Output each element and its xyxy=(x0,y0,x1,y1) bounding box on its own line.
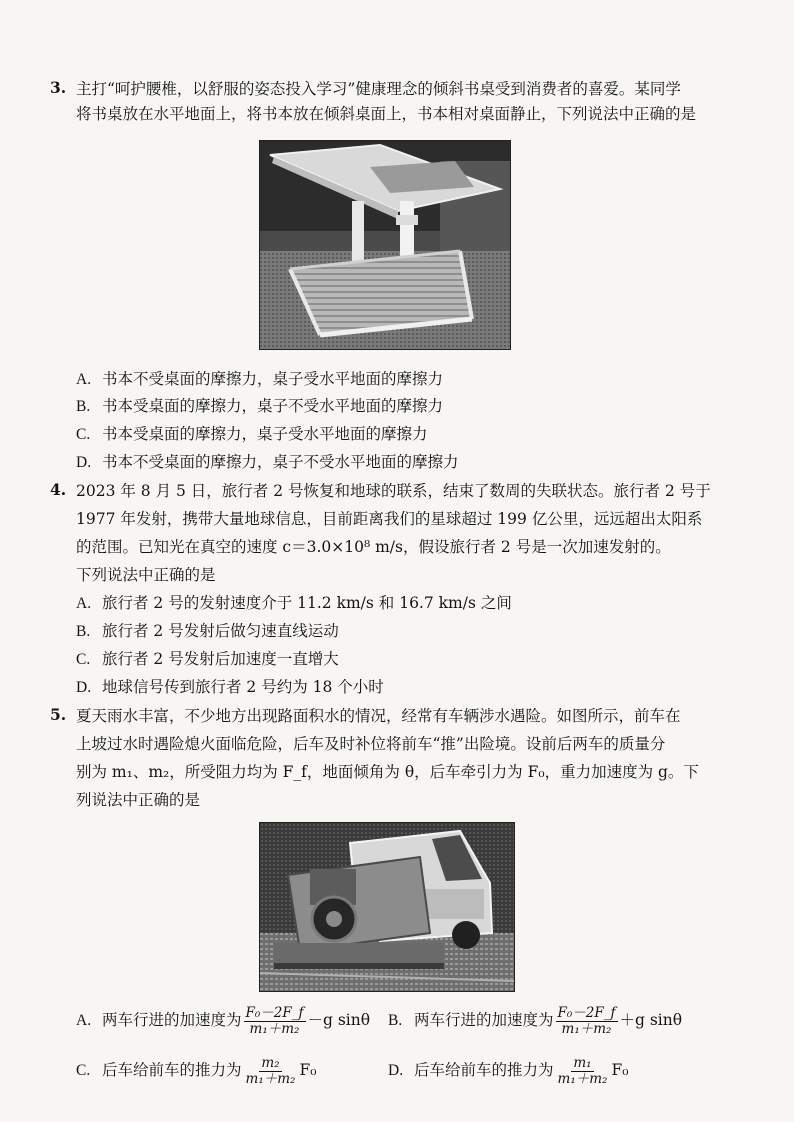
fraction-denominator: m₁＋m₂ xyxy=(249,1020,300,1037)
q5-option-c-suffix: F₀ xyxy=(299,1061,317,1079)
q3-option-d-label: D. xyxy=(76,454,92,471)
q4-option-b-label: B. xyxy=(76,623,91,640)
q5-option-d xyxy=(388,1050,628,1091)
q5-stem-line2: 上坡过水时遇险熄火面临危险，后车及时补位将前车“推”出险境。设前后两车的质量分 xyxy=(76,735,666,753)
two-cars-water-photo xyxy=(259,822,515,992)
fraction-numerator: F₀－2F_f xyxy=(557,1004,616,1021)
q5-option-a xyxy=(76,1000,370,1041)
q3-number: 3. xyxy=(50,78,67,97)
q5-option-a-suffix: －g sinθ xyxy=(307,1011,371,1029)
q4-option-c xyxy=(76,648,339,671)
q5-option-d-label: D. xyxy=(388,1062,404,1079)
q3-option-a-label: A. xyxy=(76,371,92,388)
fraction-numerator: m₁ xyxy=(573,1054,592,1071)
q4-option-d-label: D. xyxy=(76,679,92,696)
q3-option-b-text: 书本受桌面的摩擦力，桌子不受水平地面的摩擦力 xyxy=(102,397,444,415)
q4-option-a xyxy=(76,592,512,615)
q3-option-d-text: 书本不受桌面的摩擦力，桌子不受水平地面的摩擦力 xyxy=(102,453,459,471)
q5-option-b-suffix: ＋g sinθ xyxy=(619,1011,683,1029)
q3-option-a xyxy=(76,368,443,391)
q4-option-a-text: 旅行者 2 号的发射速度介于 11.2 km/s 和 16.7 km/s 之间 xyxy=(102,594,512,612)
q3-option-c-label: C. xyxy=(76,426,91,443)
q5-stem-line4: 列说法中正确的是 xyxy=(76,791,201,809)
tilted-desk-image xyxy=(260,141,510,349)
q3-option-c-text: 书本受桌面的摩擦力，桌子受水平地面的摩擦力 xyxy=(102,425,428,443)
fraction-numerator: F₀－2F_f xyxy=(245,1004,304,1021)
q5-option-b-label: B. xyxy=(388,1012,403,1029)
q5-option-a-label: A. xyxy=(76,1012,92,1029)
q3-option-b xyxy=(76,395,443,418)
q4-option-a-label: A. xyxy=(76,595,92,612)
q5-stem-line1: 夏天雨水丰富，不少地方出现路面积水的情况，经常有车辆涉水遇险。如图所示，前车在 xyxy=(76,707,681,725)
q4-option-b xyxy=(76,620,339,643)
q4-option-d-text: 地球信号传到旅行者 2 号约为 18 个小时 xyxy=(102,678,384,696)
q5-option-d-prefix: 后车给前车的推力为 xyxy=(414,1061,554,1079)
q3-stem-line1: 主打“呵护腰椎，以舒服的姿态投入学习”健康理念的倾斜书桌受到消费者的喜爱。某同学 xyxy=(76,80,681,98)
q5-option-c-fraction xyxy=(244,1056,298,1087)
tilted-desk-photo xyxy=(259,140,511,350)
q4-stem-line1: 2023 年 8 月 5 日，旅行者 2 号恢复和地球的联系，结束了数周的失联状态。旅行者 2 号于 xyxy=(76,482,711,500)
q3-option-d xyxy=(76,451,459,474)
q5-option-c xyxy=(76,1050,316,1091)
q3-stem-line2: 将书桌放在水平地面上，将书本放在倾斜桌面上，书本相对桌面静止，下列说法中正确的是 xyxy=(76,105,697,123)
q3-option-a-text: 书本不受桌面的摩擦力，桌子受水平地面的摩擦力 xyxy=(102,370,444,388)
q3-option-c xyxy=(76,423,428,446)
q4-stem-line3: 的范围。已知光在真空的速度 c＝3.0×10⁸ m/s，假设旅行者 2 号是一次加速发射的。 xyxy=(76,538,671,556)
fraction-denominator: m₁＋m₂ xyxy=(245,1070,296,1087)
q4-option-d xyxy=(76,676,384,699)
q5-option-b xyxy=(388,1000,682,1041)
fraction-numerator: m₂ xyxy=(261,1054,280,1071)
q4-option-c-text: 旅行者 2 号发射后加速度一直增大 xyxy=(102,650,339,668)
q5-option-d-suffix: F₀ xyxy=(611,1061,629,1079)
q5-option-a-prefix: 两车行进的加速度为 xyxy=(102,1011,242,1029)
fraction-denominator: m₁＋m₂ xyxy=(557,1070,608,1087)
q4-number: 4. xyxy=(50,480,67,499)
q5-option-c-label: C. xyxy=(76,1062,91,1079)
q3-option-b-label: B. xyxy=(76,398,91,415)
q5-option-d-fraction xyxy=(556,1056,610,1087)
q5-option-a-fraction xyxy=(244,1006,306,1037)
q5-option-b-prefix: 两车行进的加速度为 xyxy=(414,1011,554,1029)
q5-option-c-prefix: 后车给前车的推力为 xyxy=(102,1061,242,1079)
q5-number: 5. xyxy=(50,705,67,724)
q5-stem-line3: 别为 m₁、m₂，所受阻力均为 F_f，地面倾角为 θ，后车牵引力为 F₀，重力加速度为 g。下 xyxy=(76,763,699,781)
q5-option-b-fraction xyxy=(556,1006,618,1037)
q4-option-c-label: C. xyxy=(76,651,91,668)
q4-stem-line4: 下列说法中正确的是 xyxy=(76,566,216,584)
q4-option-b-text: 旅行者 2 号发射后做匀速直线运动 xyxy=(102,622,339,640)
q4-stem-line2: 1977 年发射，携带大量地球信息，目前距离我们的星球超过 199 亿公里，远远超出太阳系 xyxy=(76,510,703,528)
fraction-denominator: m₁＋m₂ xyxy=(561,1020,612,1037)
two-cars-image xyxy=(260,823,514,991)
